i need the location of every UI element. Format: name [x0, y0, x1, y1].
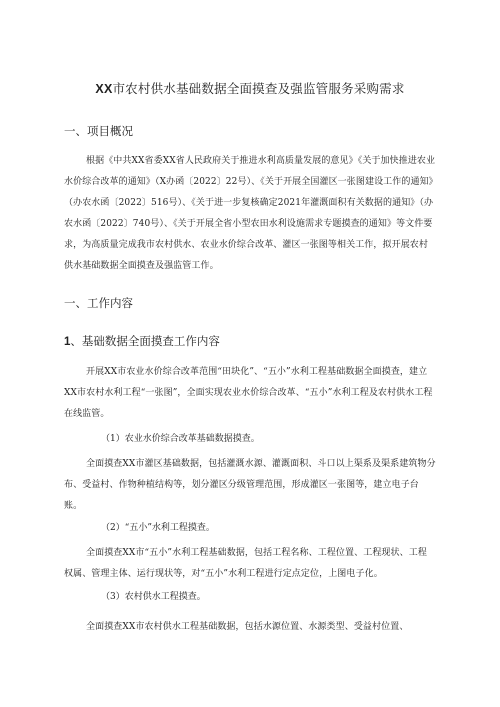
section-heading-work-content: 一、工作内容 — [64, 296, 133, 310]
document-title — [0, 79, 500, 97]
subsection-heading-survey — [64, 333, 220, 349]
section-heading-overview: 一、项目概况 — [64, 124, 133, 138]
item-water-price-reform-paragraph: 全面摸查XX市灌区基础数据，包括灌溉水源、灌溉面积、斗口以上渠系及渠系建筑物分布、受益村、作物种植结构等，划分灌区分级管理范围，形成灌区一张图等，建立电子台账。 — [64, 459, 436, 511]
title-text: 市农村供水基础数据全面摸查及强监管服务采购需求 — [112, 81, 405, 96]
subsection-title: 、基础数据全面摸查工作内容 — [70, 334, 220, 348]
item-five-small-projects: （2）“五小”水利工程摸查。 — [101, 523, 215, 533]
item-rural-water-supply: （3）农村供水工程摸查。 — [101, 592, 206, 602]
overview-paragraph: 根据《中共XX省委XX省人民政府关于推进水利高质量发展的意见》《关于加快推进农业水价综合改革的通知》（X办函〔2022〕22号）、《关于开展全国灌区一张图建设工作的通知》（办农水函〔2022〕516号）、《关于进一步复核确定2021年灌溉面积有关数据的通知》（办农水函〔2022〕740号）、《关于开展全省小型农田水利设施需求专题摸查的通知》等文件要求，为高质量完成我市农村供水、农业水价综合改革、灌区一张图等相关工作，拟开展农村供水基础数据全面摸查及强监管工作。 — [64, 156, 436, 271]
title-prefix: XX — [95, 82, 113, 96]
survey-intro-paragraph: 开展XX市农业水价综合改革范围“田块化”、“五小”水利工程基础数据全面摸查，建立XX市农村水利工程“一张图”，全面实现农业水价综合改革、“五小”水利工程及农村供水工程在线监管。 — [64, 367, 433, 419]
item-water-price-reform: （1）农业水价综合改革基础数据摸查。 — [101, 434, 260, 444]
item-five-small-projects-paragraph: 全面摸查XX市“五小”水利工程基础数据，包括工程名称、工程位置、工程现状、工程权属、管理主体、运行现状等，对“五小”水利工程进行定点定位，上图电子化。 — [64, 548, 427, 579]
subsection-number: 1 — [64, 336, 71, 348]
item-rural-water-supply-paragraph: 全面摸查XX市农村供水工程基础数据，包括水源位置、水源类型、受益村位置、 — [86, 622, 409, 632]
